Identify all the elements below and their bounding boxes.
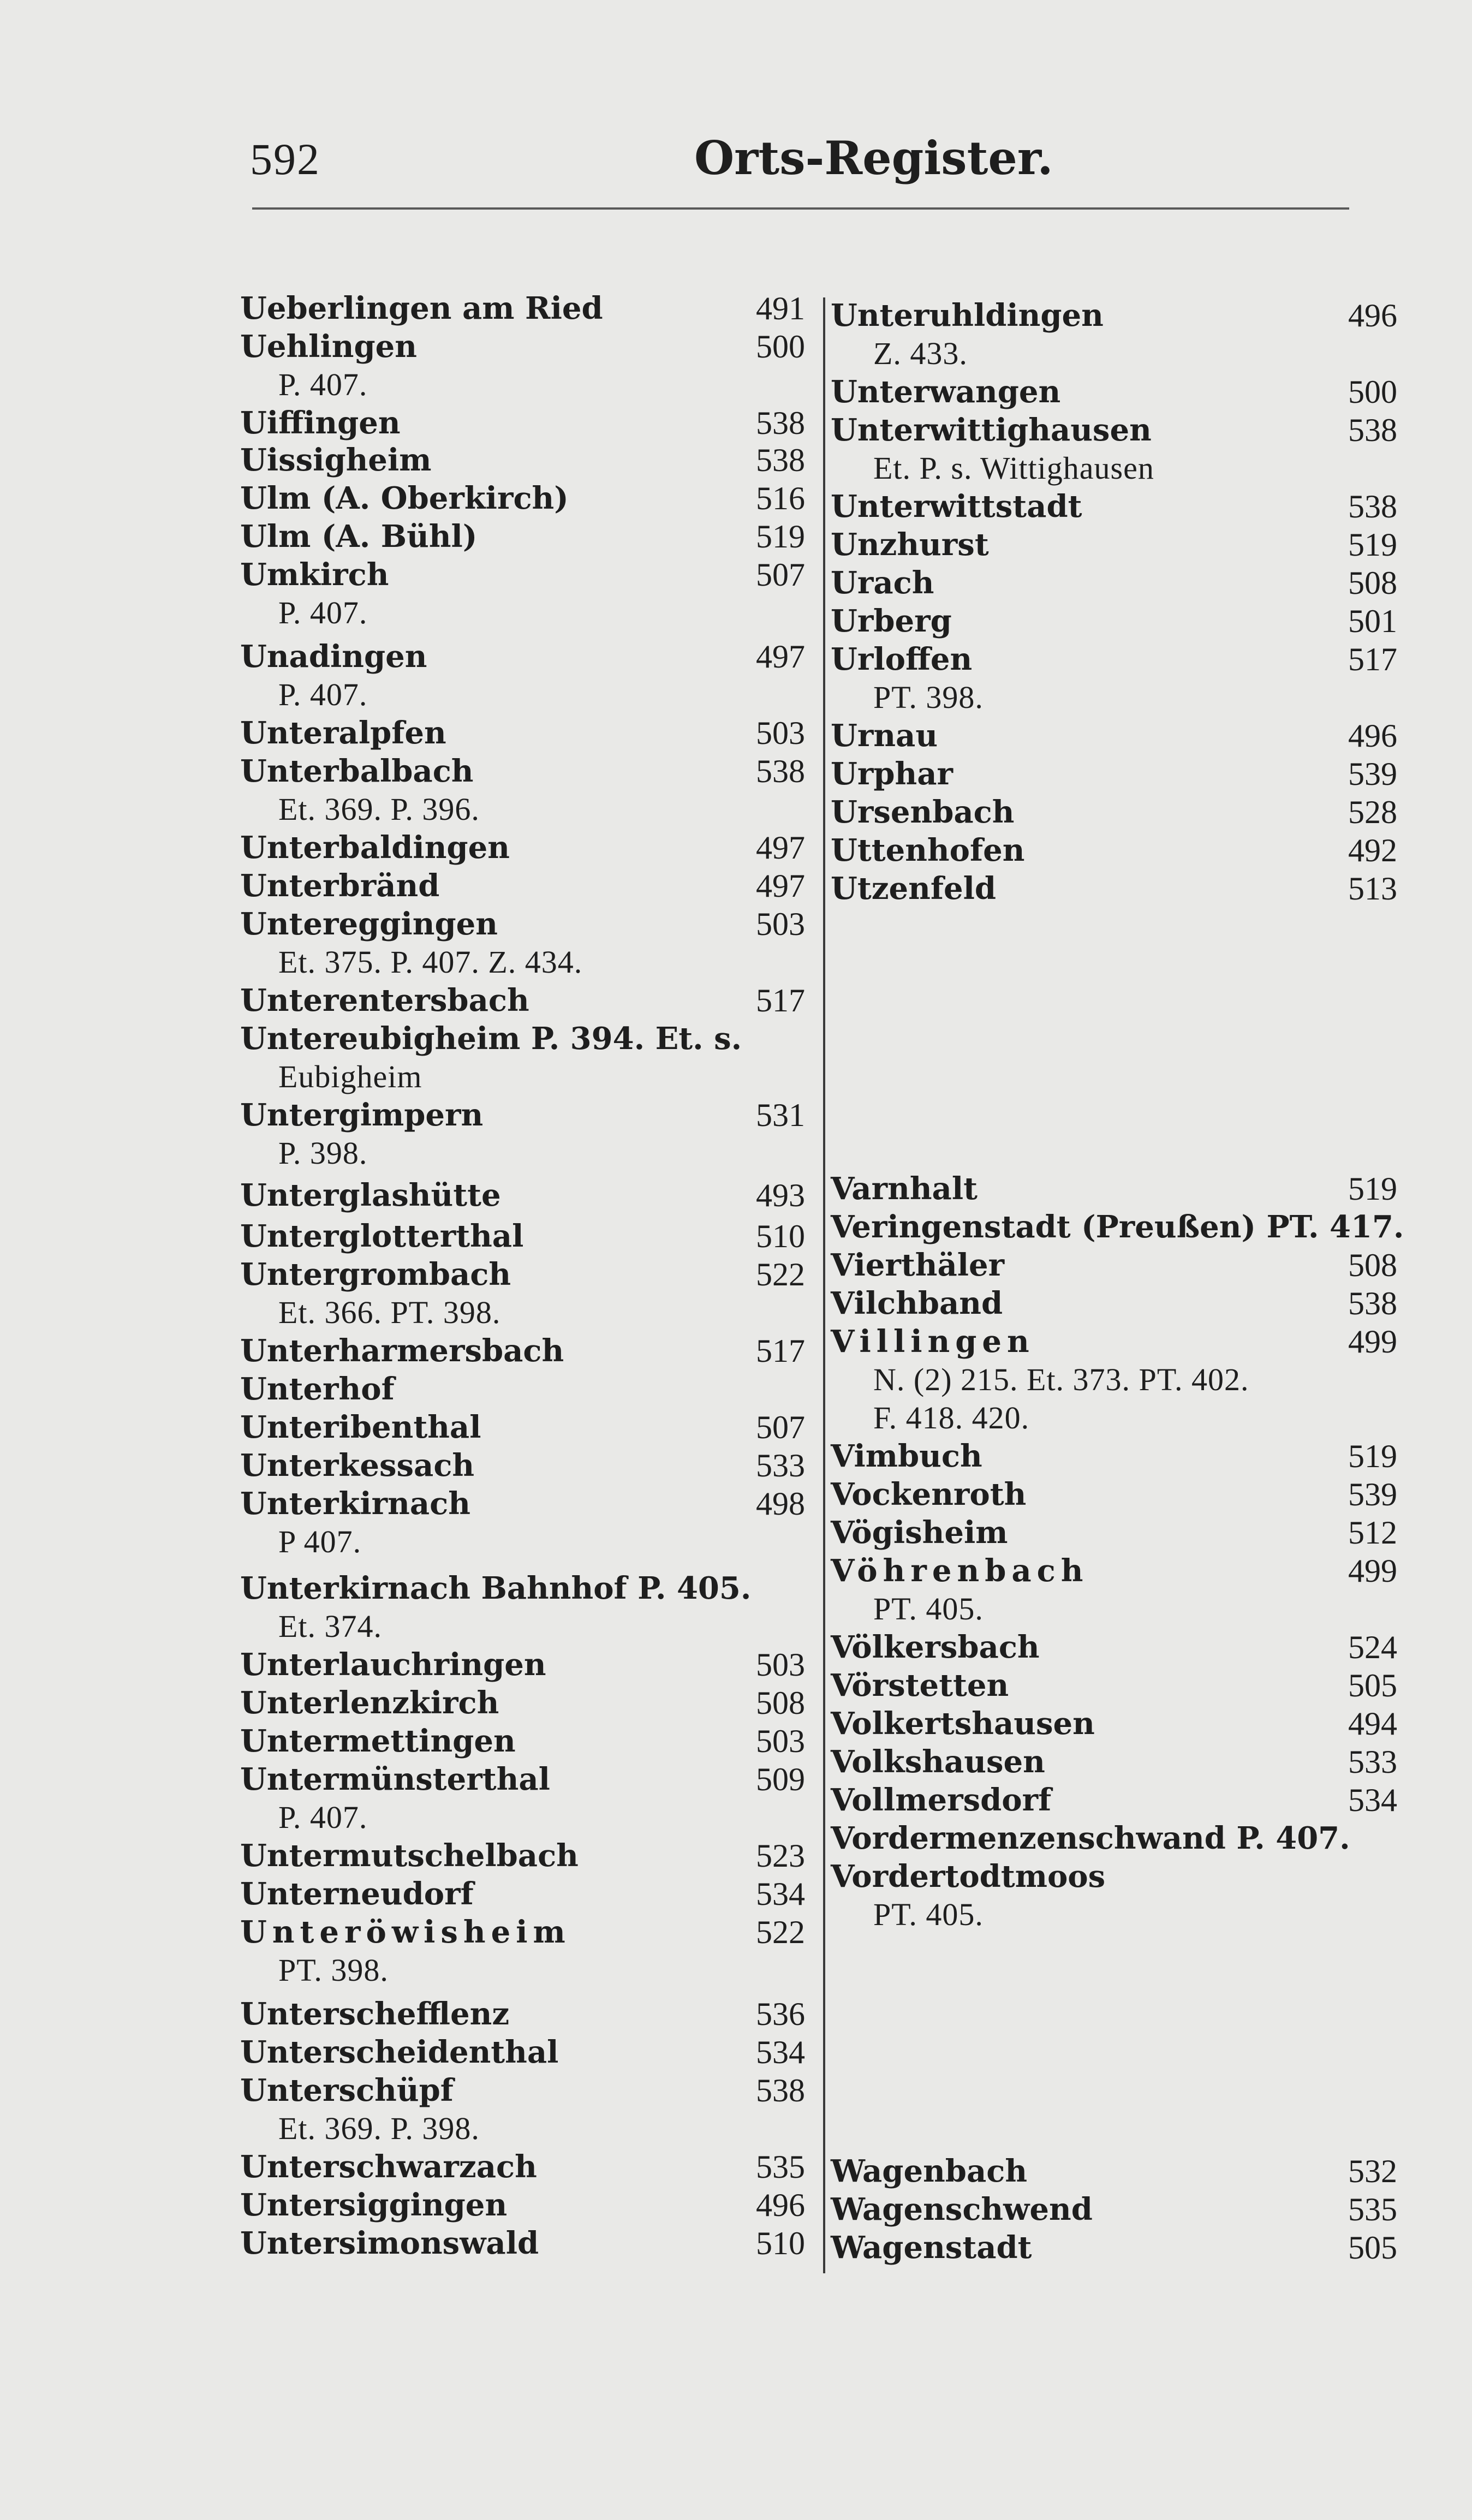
page-reference: 534 bbox=[1348, 1782, 1397, 1818]
place-name: Urberg bbox=[831, 603, 952, 639]
page-reference: 538 bbox=[1348, 412, 1397, 448]
place-name: Urach bbox=[831, 565, 934, 601]
place-name: Vordermenzenschwand P. 407. bbox=[831, 1820, 1350, 1856]
reference-continuation: PT. 398. bbox=[873, 680, 984, 715]
place-name: Wagenbach bbox=[831, 2153, 1028, 2189]
reference-continuation: N. (2) 215. Et. 373. PT. 402. bbox=[873, 1362, 1249, 1397]
place-name: Ulm (A. Bühl) bbox=[240, 519, 478, 555]
page-reference: 533 bbox=[1348, 1744, 1397, 1780]
place-name: Vörstetten bbox=[831, 1667, 1009, 1703]
page-reference: 498 bbox=[756, 1486, 805, 1522]
page-reference: 519 bbox=[1348, 1438, 1397, 1474]
page-reference: 522 bbox=[756, 1256, 805, 1292]
place-name: Unterschwarzach bbox=[240, 2149, 537, 2185]
page-reference: 508 bbox=[1348, 565, 1397, 601]
place-name: Unterwittstadt bbox=[831, 488, 1082, 525]
reference-continuation: Et. 369. P. 396. bbox=[278, 791, 480, 827]
reference-continuation: P 407. bbox=[278, 1524, 362, 1559]
place-name: Unterwangen bbox=[831, 374, 1061, 410]
page-reference: 528 bbox=[1348, 794, 1397, 830]
reference-continuation: Et. 375. P. 407. Z. 434. bbox=[278, 944, 583, 980]
reference-continuation: P. 398. bbox=[278, 1135, 368, 1171]
page-reference: 534 bbox=[756, 1876, 805, 1912]
page-reference: 517 bbox=[756, 982, 805, 1018]
place-name: Vierthäler bbox=[831, 1247, 1005, 1283]
page-reference: 538 bbox=[756, 2072, 805, 2108]
page-reference: 503 bbox=[756, 906, 805, 942]
place-name: Ueberlingen am Ried bbox=[240, 290, 603, 326]
page-reference: 503 bbox=[756, 1723, 805, 1759]
page-reference: 496 bbox=[1348, 297, 1397, 333]
page-reference: 512 bbox=[1348, 1515, 1397, 1551]
reference-continuation: PT. 405. bbox=[873, 1591, 984, 1627]
place-name: Untereggingen bbox=[240, 906, 498, 942]
place-name: Ursenbach bbox=[831, 794, 1015, 830]
page-reference: 535 bbox=[756, 2149, 805, 2185]
place-name: Unadingen bbox=[240, 639, 427, 675]
place-name: Vordertodtmoos bbox=[831, 1858, 1106, 1895]
place-name: Unterbaldingen bbox=[240, 830, 510, 866]
reference-continuation: Eubigheim bbox=[278, 1059, 422, 1094]
place-name: Uehlingen bbox=[240, 329, 417, 365]
place-name: Uissigheim bbox=[240, 442, 432, 478]
page-reference: 503 bbox=[756, 715, 805, 751]
page-reference: 492 bbox=[1348, 832, 1397, 868]
place-name: Veringenstadt (Preußen) PT. 417. bbox=[831, 1209, 1404, 1245]
page-reference: 533 bbox=[756, 1447, 805, 1484]
place-name: Wagenschwend bbox=[831, 2191, 1093, 2227]
place-name: Urphar bbox=[831, 756, 953, 792]
place-name: Urnau bbox=[831, 718, 938, 754]
reference-continuation: Z. 433. bbox=[873, 336, 968, 371]
page-reference: 538 bbox=[756, 753, 805, 789]
place-name: Unterkirnach Bahnhof P. 405. bbox=[240, 1570, 752, 1606]
place-name: Wagenstadt bbox=[831, 2230, 1032, 2266]
place-name: Unterbalbach bbox=[240, 753, 474, 789]
place-name: Uttenhofen bbox=[831, 832, 1025, 868]
page-reference: 500 bbox=[756, 329, 805, 365]
page-reference: 493 bbox=[756, 1177, 805, 1213]
place-name: Unterkessach bbox=[240, 1447, 475, 1484]
page-reference: 513 bbox=[1348, 871, 1397, 907]
place-name: Untermutschelbach bbox=[240, 1838, 579, 1874]
page-reference: 519 bbox=[1348, 527, 1397, 563]
page-reference: 531 bbox=[756, 1097, 805, 1133]
page-reference: 510 bbox=[756, 2225, 805, 2261]
place-name: Unterschüpf bbox=[240, 2072, 454, 2108]
place-name: Vimbuch bbox=[831, 1438, 982, 1474]
page-reference: 517 bbox=[756, 1333, 805, 1369]
place-name: Untergimpern bbox=[240, 1097, 484, 1133]
place-name: Unterkirnach bbox=[240, 1486, 470, 1522]
column-divider bbox=[823, 297, 825, 2273]
place-name: Unterschefflenz bbox=[240, 1996, 510, 2032]
reference-continuation: F. 418. 420. bbox=[873, 1400, 1030, 1435]
page-reference: 497 bbox=[756, 868, 805, 904]
page-reference: 491 bbox=[756, 290, 805, 326]
place-name: Unterscheidenthal bbox=[240, 2034, 559, 2070]
page-reference: 507 bbox=[756, 557, 805, 593]
page-reference: 499 bbox=[1348, 1324, 1397, 1360]
page-reference: 505 bbox=[1348, 1667, 1397, 1703]
page-reference: 510 bbox=[756, 1218, 805, 1254]
page-reference: 522 bbox=[756, 1914, 805, 1950]
place-name: Uiffingen bbox=[240, 405, 401, 441]
page-reference: 496 bbox=[1348, 718, 1397, 754]
reference-continuation: Et. 374. bbox=[278, 1608, 383, 1644]
reference-continuation: P. 407. bbox=[278, 1800, 368, 1835]
page-reference: 539 bbox=[1348, 756, 1397, 792]
place-name: Vöhrenbach bbox=[831, 1553, 1089, 1589]
place-name: Unterwittighausen bbox=[831, 412, 1152, 448]
page-reference: 534 bbox=[756, 2034, 805, 2070]
place-name: Unterneudorf bbox=[240, 1876, 474, 1912]
page-reference: 532 bbox=[1348, 2153, 1397, 2189]
place-name: Untergrombach bbox=[240, 1256, 511, 1292]
place-name: Utzenfeld bbox=[831, 871, 996, 907]
page-reference: 538 bbox=[1348, 1285, 1397, 1321]
place-name: Unterlauchringen bbox=[240, 1647, 546, 1683]
place-name: Untersimonswald bbox=[240, 2225, 539, 2261]
page-reference: 499 bbox=[1348, 1553, 1397, 1589]
reference-continuation: Et. P. s. Wittighausen bbox=[873, 450, 1154, 486]
place-name: Villingen bbox=[831, 1324, 1035, 1360]
page-reference: 503 bbox=[756, 1647, 805, 1683]
place-name: Volkshausen bbox=[831, 1744, 1045, 1780]
place-name: Ulm (A. Oberkirch) bbox=[240, 480, 569, 516]
place-name: Unterbränd bbox=[240, 868, 440, 904]
reference-continuation: Et. 366. PT. 398. bbox=[278, 1295, 501, 1330]
place-name: Vögisheim bbox=[831, 1515, 1008, 1551]
place-name: Unterglotterthal bbox=[240, 1218, 524, 1254]
page-reference: 538 bbox=[756, 405, 805, 441]
page-reference: 494 bbox=[1348, 1706, 1397, 1742]
page-reference: 508 bbox=[1348, 1247, 1397, 1283]
page-reference: 497 bbox=[756, 639, 805, 675]
header-rule bbox=[252, 207, 1349, 210]
place-name: Unzhurst bbox=[831, 527, 989, 563]
reference-continuation: PT. 398. bbox=[278, 1952, 389, 1988]
reference-continuation: P. 407. bbox=[278, 677, 368, 712]
page-reference: 500 bbox=[1348, 374, 1397, 410]
page-reference: 538 bbox=[1348, 488, 1397, 525]
page-reference: 507 bbox=[756, 1409, 805, 1445]
page-reference: 516 bbox=[756, 480, 805, 516]
place-name: Unterglashütte bbox=[240, 1177, 501, 1213]
place-name: Unterlenzkirch bbox=[240, 1685, 499, 1721]
page-reference: 536 bbox=[756, 1996, 805, 2032]
page-reference: 508 bbox=[756, 1685, 805, 1721]
place-name: Umkirch bbox=[240, 557, 389, 593]
place-name: Urloffen bbox=[831, 641, 973, 677]
page-reference: 523 bbox=[756, 1838, 805, 1874]
page-reference: 509 bbox=[756, 1761, 805, 1797]
place-name: Volkertshausen bbox=[831, 1706, 1095, 1742]
page-reference: 538 bbox=[756, 442, 805, 478]
place-name: Völkersbach bbox=[831, 1629, 1040, 1665]
reference-continuation: PT. 405. bbox=[873, 1897, 984, 1932]
place-name: Unterentersbach bbox=[240, 982, 529, 1018]
page-reference: 501 bbox=[1348, 603, 1397, 639]
place-name: Unteralpfen bbox=[240, 715, 446, 751]
reference-continuation: Et. 369. P. 398. bbox=[278, 2111, 480, 2146]
page-reference: 519 bbox=[756, 519, 805, 555]
place-name: Untermettingen bbox=[240, 1723, 516, 1759]
page-reference: 496 bbox=[756, 2187, 805, 2223]
page-number: 592 bbox=[250, 134, 320, 184]
page-reference: 535 bbox=[1348, 2191, 1397, 2227]
page-reference: 524 bbox=[1348, 1629, 1397, 1665]
page-reference: 539 bbox=[1348, 1476, 1397, 1512]
place-name: Unteruhldingen bbox=[831, 297, 1104, 333]
place-name: Vollmersdorf bbox=[831, 1782, 1052, 1818]
place-name: Unterharmersbach bbox=[240, 1333, 564, 1369]
running-title: Orts-Register. bbox=[694, 131, 1053, 185]
place-name: Untermünsterthal bbox=[240, 1761, 550, 1797]
place-name: Untersiggingen bbox=[240, 2187, 508, 2223]
reference-continuation: P. 407. bbox=[278, 367, 368, 402]
place-name: Varnhalt bbox=[831, 1171, 978, 1207]
place-name: Untereubigheim P. 394. Et. s. bbox=[240, 1021, 742, 1057]
place-name: Unteröwisheim bbox=[240, 1914, 571, 1950]
reference-continuation: P. 407. bbox=[278, 595, 368, 630]
page-reference: 505 bbox=[1348, 2230, 1397, 2266]
place-name: Vockenroth bbox=[831, 1476, 1027, 1512]
page-reference: 517 bbox=[1348, 641, 1397, 677]
place-name: Unterhof bbox=[240, 1371, 395, 1407]
page-reference: 519 bbox=[1348, 1171, 1397, 1207]
place-name: Unteribenthal bbox=[240, 1409, 481, 1445]
page-reference: 497 bbox=[756, 830, 805, 866]
place-name: Vilchband bbox=[831, 1285, 1003, 1321]
